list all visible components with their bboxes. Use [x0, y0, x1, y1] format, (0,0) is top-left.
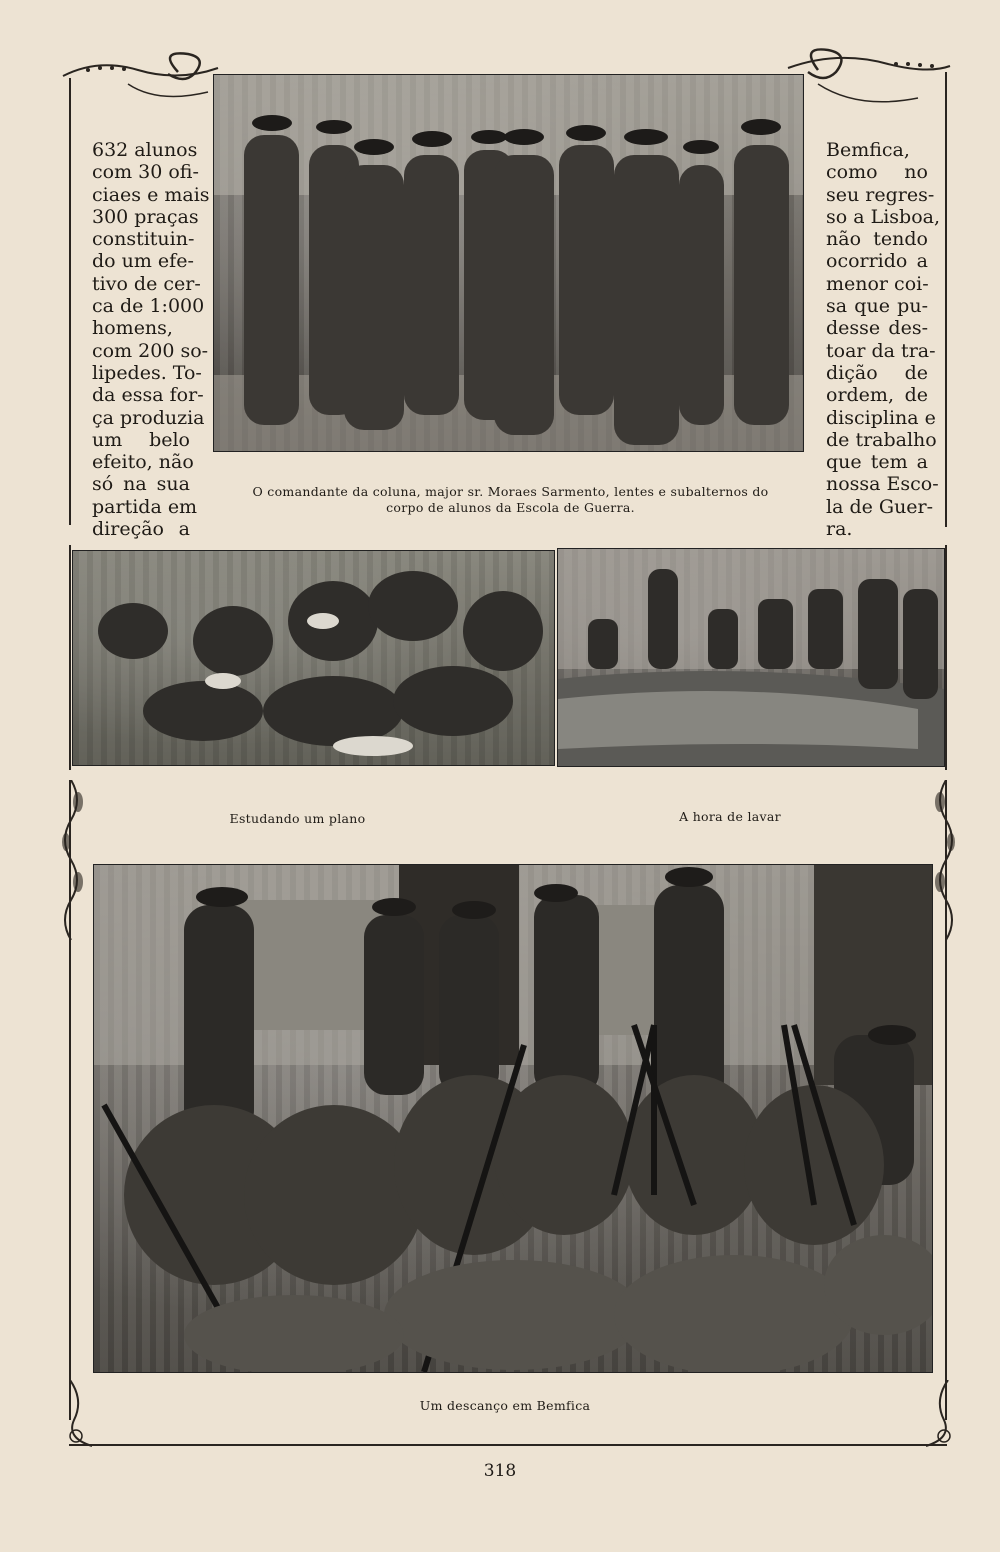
text-line: um belo	[92, 428, 190, 451]
article-left-column	[92, 139, 210, 541]
text-line: ça produzia	[92, 406, 205, 429]
text-line: ordem, de	[826, 384, 928, 407]
text-line: ciaes e mais	[92, 183, 210, 206]
washing-silhouettes	[558, 549, 944, 766]
text-line: direção a	[92, 518, 190, 541]
text-line: lipedes. To-	[92, 361, 202, 384]
frame-left-mid	[69, 545, 71, 770]
rest-silhouettes	[94, 865, 932, 1372]
photo-studying-plan	[72, 550, 555, 766]
frame-right-mid	[945, 545, 947, 770]
text-line: da essa for-	[92, 384, 204, 407]
text-line: nossa Esco-	[826, 473, 939, 496]
text-line: desse des-	[826, 317, 928, 340]
frame-right-top	[945, 132, 947, 527]
text-line: Bemfica,	[826, 139, 910, 161]
caption-rest: Um descanço em Bemfica	[419, 1398, 591, 1413]
page-number: 318	[483, 1461, 517, 1481]
text-line: so a Lisboa,	[826, 205, 941, 228]
text-line: disciplina e	[826, 406, 936, 429]
text-line: partida em	[92, 495, 198, 518]
article-right-column	[826, 139, 941, 541]
text-line: tivo de cer-	[92, 272, 201, 295]
photo-washing-time	[557, 548, 945, 767]
caption-studying: Estudando um plano	[229, 811, 366, 826]
text-line: com 200 so-	[92, 339, 209, 362]
caption-officers	[213, 484, 808, 516]
photo-officers-group	[213, 74, 804, 452]
text-line: 632 alunos	[92, 139, 198, 161]
text-line: efeito, não	[92, 451, 194, 474]
text-line: do um efe-	[92, 250, 194, 273]
ornament-top-right	[778, 44, 958, 134]
frame-left-top	[69, 125, 71, 525]
text-line: homens,	[92, 317, 173, 340]
photo-rest-bemfica	[93, 864, 933, 1373]
text-line: não tendo	[826, 228, 928, 251]
text-line: de trabalho	[826, 428, 937, 451]
text-line: ra.	[826, 518, 853, 541]
text-line: ca de 1:000	[92, 295, 205, 318]
text-line: sa que pu-	[826, 295, 928, 318]
text-line: toar da tra-	[826, 339, 936, 362]
text-line: la de Guer-	[826, 495, 934, 518]
text-line: só na sua	[92, 473, 190, 496]
text-line: menor coi-	[826, 272, 929, 295]
ornament-right-vine	[930, 780, 956, 960]
studying-silhouettes	[73, 551, 554, 765]
text-line: ocorrido a	[826, 250, 928, 273]
ornament-top-left	[58, 48, 228, 128]
text-line: dição de	[826, 361, 928, 384]
officers-silhouettes	[214, 75, 803, 451]
text-line: constituin-	[92, 228, 195, 251]
ornament-bottom-right	[918, 1380, 958, 1450]
text-line: seu regres-	[826, 183, 935, 206]
caption-officers-line1: O comandante da coluna, major sr. Moraes Sarmento, lentes e subalternos do	[252, 484, 769, 499]
caption-washing: A hora de lavar	[679, 809, 781, 824]
caption-officers-line2: corpo de alunos da Escola de Guerra.	[386, 500, 635, 515]
text-line: com 30 ofi-	[92, 161, 199, 184]
text-line: 300 praças	[92, 205, 199, 228]
text-line: como no	[826, 161, 928, 184]
ornament-left-vine	[62, 780, 88, 960]
ornament-bottom-left	[62, 1380, 102, 1450]
text-line: que tem a	[826, 451, 928, 474]
frame-bottom	[69, 1444, 947, 1446]
